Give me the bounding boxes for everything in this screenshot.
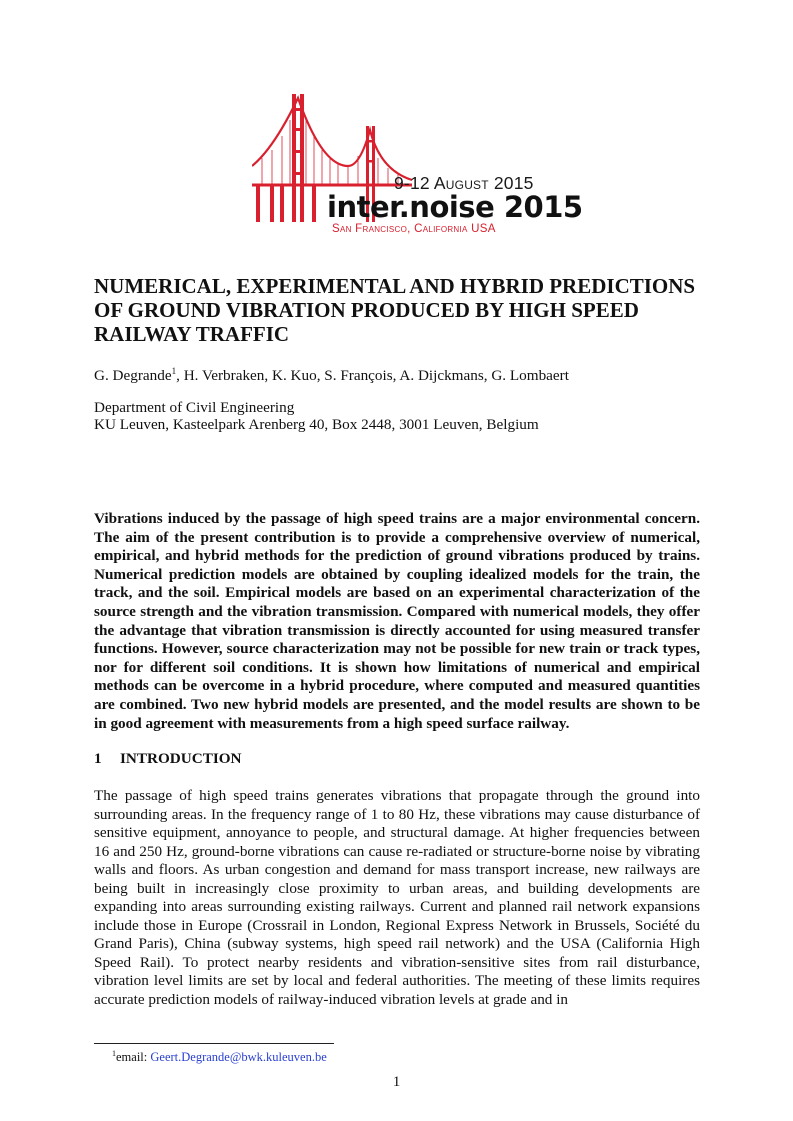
- footnote-rule: [94, 1043, 334, 1044]
- author-list: [94, 366, 569, 385]
- footnote-mark: 1: [112, 1049, 116, 1058]
- footnote: [112, 1049, 327, 1065]
- conference-name: inter.noise 2015: [327, 190, 583, 224]
- conference-location: San Francisco, California USA: [332, 223, 496, 235]
- affiliation-address: KU Leuven, Kasteelpark Arenberg 40, Box 2448, 3001 Leuven, Belgium: [94, 416, 539, 433]
- section-title: INTRODUCTION: [120, 750, 242, 767]
- conference-logo: [252, 88, 583, 248]
- author-email-link[interactable]: Geert.Degrande@bwk.kuleuven.be: [150, 1050, 327, 1065]
- section-heading: [94, 750, 242, 768]
- paper-title: NUMERICAL, EXPERIMENTAL AND HYBRID PREDICTIONS OF GROUND VIBRATION PRODUCED BY HIGH SPEED RAILWAY TRAFFIC: [94, 274, 696, 346]
- first-author: G. Degrande: [94, 367, 172, 385]
- affiliation-department: Department of Civil Engineering: [94, 399, 295, 416]
- abstract: Vibrations induced by the passage of high speed trains are a major environmental concern. The aim of the present contribution is to provide a comprehensive overview of numerical, empirical, and hybrid methods for the prediction of ground vibrations produced by trains. Numerical prediction models are obtained by coupling idealized models for the train, the track, and the soil. Empirical models are based on an experimental characterization of the source strength and the vibration transmission. Compared with numerical models, they offer the advantage that vibration transmission is directly accounted for using measured transfer functions. However, source characterization may not be possible for new train or track types, nor for different soil conditions. It is shown how limitations of numerical and empirical methods can be overcome in a hybrid procedure, where computed and measured quantities are combined. Two new hybrid models are presented, and the model results are shown to be in good agreement with measurements from a high speed surface railway.: [94, 510, 700, 732]
- section-number: 1: [94, 750, 102, 767]
- page-number: 1: [392, 1073, 401, 1090]
- conference-date: 9-12 August 2015: [394, 173, 534, 193]
- author-footnote-mark: 1: [171, 366, 177, 376]
- other-authors: , H. Verbraken, K. Kuo, S. François, A. Dijckmans, G. Lombaert: [176, 367, 569, 385]
- introduction-paragraph: The passage of high speed trains generates vibrations that propagate through the ground into surrounding areas. In the frequency range of 1 to 80 Hz, these vibrations may cause disturbance of sensitive equipment, annoyance to people, and structural damage. At higher frequencies between 16 and 250 Hz, ground-borne vibrations can cause re-radiated or structure-borne noise by vibrating walls and floors. As urban congestion and demand for mass transport increase, new railways are being built in increasingly close proximity to urban areas, and building developments are expanding into areas surrounding existing railways. Current and planned rail network expansions include those in Europe (Crossrail in London, Regional Express Network in Brussels, Société du Grand Paris), China (subway systems, high speed rail network) and the USA (California High Speed Rail). To protect nearby residents and vibration-sensitive sites from rail disturbance, vibration level limits are set by local and federal authorities. The meeting of these limits requires accurate prediction models of railway-induced vibration levels at grade and in: [94, 787, 700, 1009]
- affiliation: [94, 399, 539, 433]
- footnote-label: email:: [116, 1050, 151, 1065]
